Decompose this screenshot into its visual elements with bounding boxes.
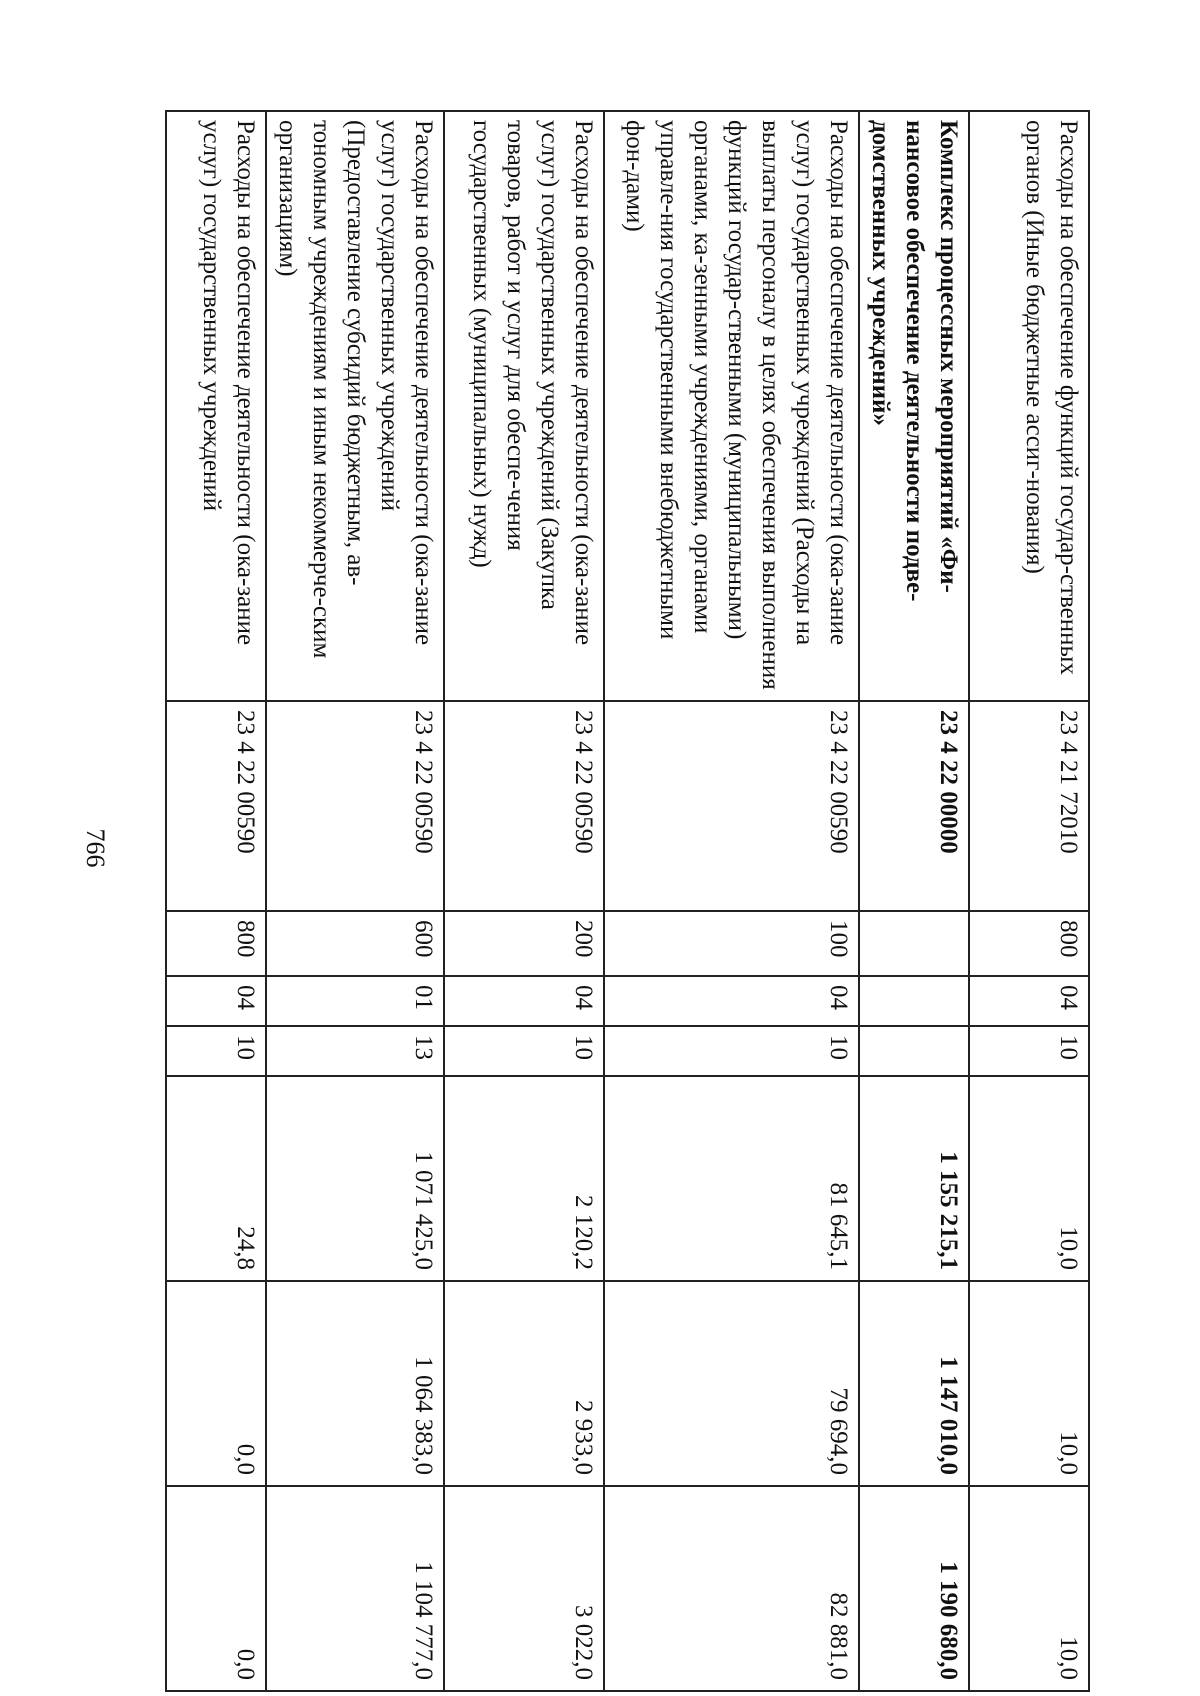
row-description: Расходы на обеспечение деятельности (ока-зание услуг) государственных учреждений (Предоставление субсидий бюджетным, ав-тономным учреждениям и иным некоммерче-ским организациям) xyxy=(266,111,444,701)
section-code: 04 xyxy=(604,976,859,1026)
target-article-code: 23 4 22 00590 xyxy=(444,701,604,911)
section-code xyxy=(859,976,969,1026)
amount-year-1: 24,8 xyxy=(166,1076,266,1281)
expense-type-code: 600 xyxy=(266,911,444,976)
target-article-code: 23 4 22 00590 xyxy=(604,701,859,911)
table-row xyxy=(266,111,444,1691)
expense-type-code: 200 xyxy=(444,911,604,976)
target-article-code: 23 4 22 00590 xyxy=(266,701,444,911)
table-row xyxy=(166,111,266,1691)
section-code: 04 xyxy=(969,976,1089,1026)
row-description: Расходы на обеспечение деятельности (ока-зание услуг) государственных учреждений (Закупка товаров, работ и услуг для обеспе-чения государственных (муниципальных) нужд) xyxy=(444,111,604,701)
subsection-code xyxy=(859,1026,969,1076)
amount-year-3: 0,0 xyxy=(166,1486,266,1691)
target-article-code: 23 4 22 00590 xyxy=(166,701,266,911)
expense-type-code: 800 xyxy=(166,911,266,976)
subsection-code: 13 xyxy=(266,1026,444,1076)
amount-year-2: 10,0 xyxy=(969,1281,1089,1486)
amount-year-3: 1 104 777,0 xyxy=(266,1486,444,1691)
target-article-code: 23 4 22 00000 xyxy=(859,701,969,911)
amount-year-3: 10,0 xyxy=(969,1486,1089,1691)
rotated-table-wrapper xyxy=(198,110,1090,1690)
table-row xyxy=(444,111,604,1691)
table-row xyxy=(604,111,859,1691)
amount-year-1: 1 155 215,1 xyxy=(859,1076,969,1281)
row-description: Расходы на обеспечение деятельности (ока-зание услуг) государственных учреждений xyxy=(166,111,266,701)
amount-year-2: 79 694,0 xyxy=(604,1281,859,1486)
amount-year-3: 3 022,0 xyxy=(444,1486,604,1691)
expense-type-code: 800 xyxy=(969,911,1089,976)
amount-year-2: 1 147 010,0 xyxy=(859,1281,969,1486)
section-code: 04 xyxy=(166,976,266,1026)
page-number: 766 xyxy=(81,828,110,868)
expense-type-code: 100 xyxy=(604,911,859,976)
subsection-code: 10 xyxy=(444,1026,604,1076)
amount-year-1: 2 120,2 xyxy=(444,1076,604,1281)
amount-year-3: 1 190 680,0 xyxy=(859,1486,969,1691)
budget-table xyxy=(165,110,1090,1692)
section-code: 04 xyxy=(444,976,604,1026)
subsection-code: 10 xyxy=(969,1026,1089,1076)
table-row xyxy=(969,111,1089,1691)
amount-year-2: 1 064 383,0 xyxy=(266,1281,444,1486)
amount-year-3: 82 881,0 xyxy=(604,1486,859,1691)
amount-year-1: 81 645,1 xyxy=(604,1076,859,1281)
target-article-code: 23 4 21 72010 xyxy=(969,701,1089,911)
amount-year-2: 2 933,0 xyxy=(444,1281,604,1486)
expense-type-code xyxy=(859,911,969,976)
amount-year-2: 0,0 xyxy=(166,1281,266,1486)
row-description: Расходы на обеспечение деятельности (ока-зание услуг) государственных учреждений (Расходы на выплаты персоналу в целях обеспечения выполнения функций государ-ственными (муниципальными) органами, ка-зенными учреждениями, органами управле-ния государственными внебюджетными фон-дами) xyxy=(604,111,859,701)
row-description: Комплекс процессных мероприятий «Фи-нансовое обеспечение деятельности подве-домственных учреждений» xyxy=(859,111,969,701)
section-code: 01 xyxy=(266,976,444,1026)
subsection-code: 10 xyxy=(604,1026,859,1076)
row-description: Расходы на обеспечение функций государ-ственных органов (Иные бюджетные ассиг-нования) xyxy=(969,111,1089,701)
table-row xyxy=(859,111,969,1691)
subsection-code: 10 xyxy=(166,1026,266,1076)
amount-year-1: 1 071 425,0 xyxy=(266,1076,444,1281)
amount-year-1: 10,0 xyxy=(969,1076,1089,1281)
